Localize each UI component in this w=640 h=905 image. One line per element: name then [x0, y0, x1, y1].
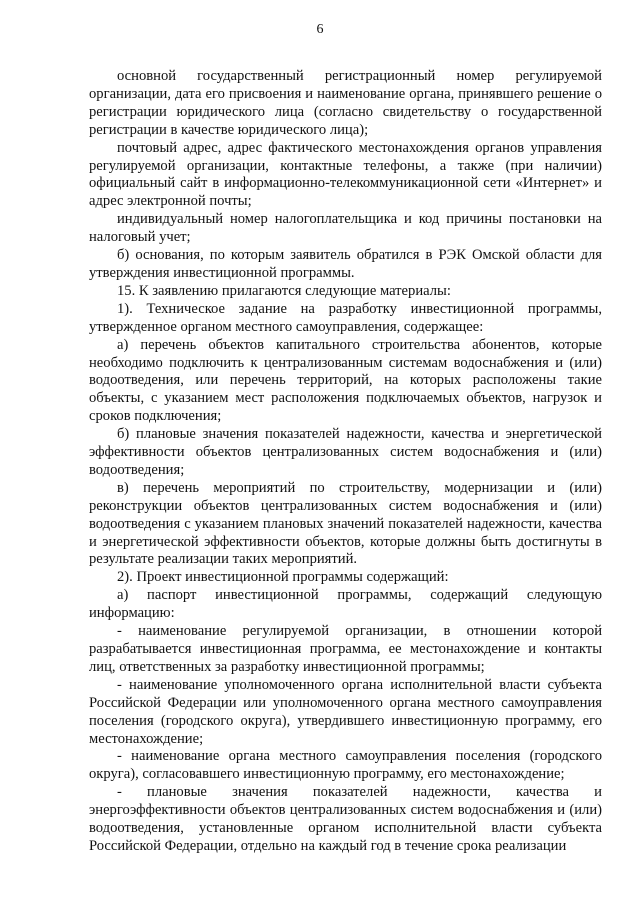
- paragraph-section-15: 15. К заявлению прилагаются следующие материалы:: [117, 282, 451, 299]
- paragraph-measures-list: в) перечень мероприятий по строительству, модернизации и (или) реконструкции объектов централизованных систем водоснабжения и (или) водоотведения с указанием плановых значений показателей надежности, качества и энергетической эффективности объектов, которые должны быть достигнуты в результате реализации таких мероприятий.: [89, 479, 602, 568]
- paragraph-passport: а) паспорт инвестиционной программы, содержащий следующую информацию:: [89, 587, 602, 622]
- paragraph-planned-indicators: - плановые значения показателей надежности, качества и энергоэффективности объектов централизованных систем водоснабжения и (или) водоотведения, установленные органом исполнительной власти субъекта Российской Федерации, отдельно на каждый год в течение срока реализации: [89, 784, 602, 854]
- paragraph-grounds: б) основания, по которым заявитель обратился в РЭК Омской области для утверждения инвестиционной программы.: [89, 247, 602, 281]
- paragraph-objects-list: а) перечень объектов капитального строительства абонентов, которые необходимо подключить к централизованным системам водоснабжения и (или) водоотведения, или перечень территорий, на которых расположены такие объекты, с указанием мест расположения подключаемых объектов, нагрузок и сроков подключения;: [89, 336, 602, 425]
- paragraph-organization-name: - наименование регулируемой организации, в отношении которой разрабатывается инвестиционная программа, ее местонахождение и контакты лиц, ответственных за разработку инвестиционной программы;: [89, 623, 602, 675]
- paragraph-local-government: - наименование органа местного самоуправления поселения (городского округа), согласовавшего инвестиционную программу, его местонахождение;: [89, 748, 602, 783]
- paragraph-registration-number: основной государственный регистрационный номер регулируемой организации, дата его присвоения и наименование органа, принявшего решение о регистрации юридического лица (согласно свидетельству о государственной регистрации в качестве юридического лица);: [89, 68, 602, 138]
- page-body: [89, 68, 602, 856]
- paragraph-taxpayer-number: индивидуальный номер налогоплательщика и код причины постановки на налоговый учет;: [89, 211, 602, 246]
- paragraph-technical-task: 1). Техническое задание на разработку инвестиционной программы, утвержденное органом местного самоуправления, содержащее:: [89, 300, 602, 335]
- paragraph-postal-address: почтовый адрес, адрес фактического местонахождения органов управления регулируемой организации, контактные телефоны, а также (при наличии) официальный сайт в информационно-телекоммуникационной сети «Интернет» и адрес электронной почты;: [89, 139, 602, 210]
- paragraph-authorized-body: - наименование уполномоченного органа исполнительной власти субъекта Российской Федерации или уполномоченного органа местного самоуправления поселения (городского округа), утвердившего инвестиционную программу, его местонахождение;: [89, 676, 602, 747]
- paragraph-program-draft: 2). Проект инвестиционной программы содержащий:: [117, 569, 449, 586]
- paragraph-planned-values: б) плановые значения показателей надежности, качества и энергетической эффективности объектов централизованных систем водоснабжения и (или) водоотведения;: [89, 426, 602, 478]
- page-number: 6: [316, 22, 324, 37]
